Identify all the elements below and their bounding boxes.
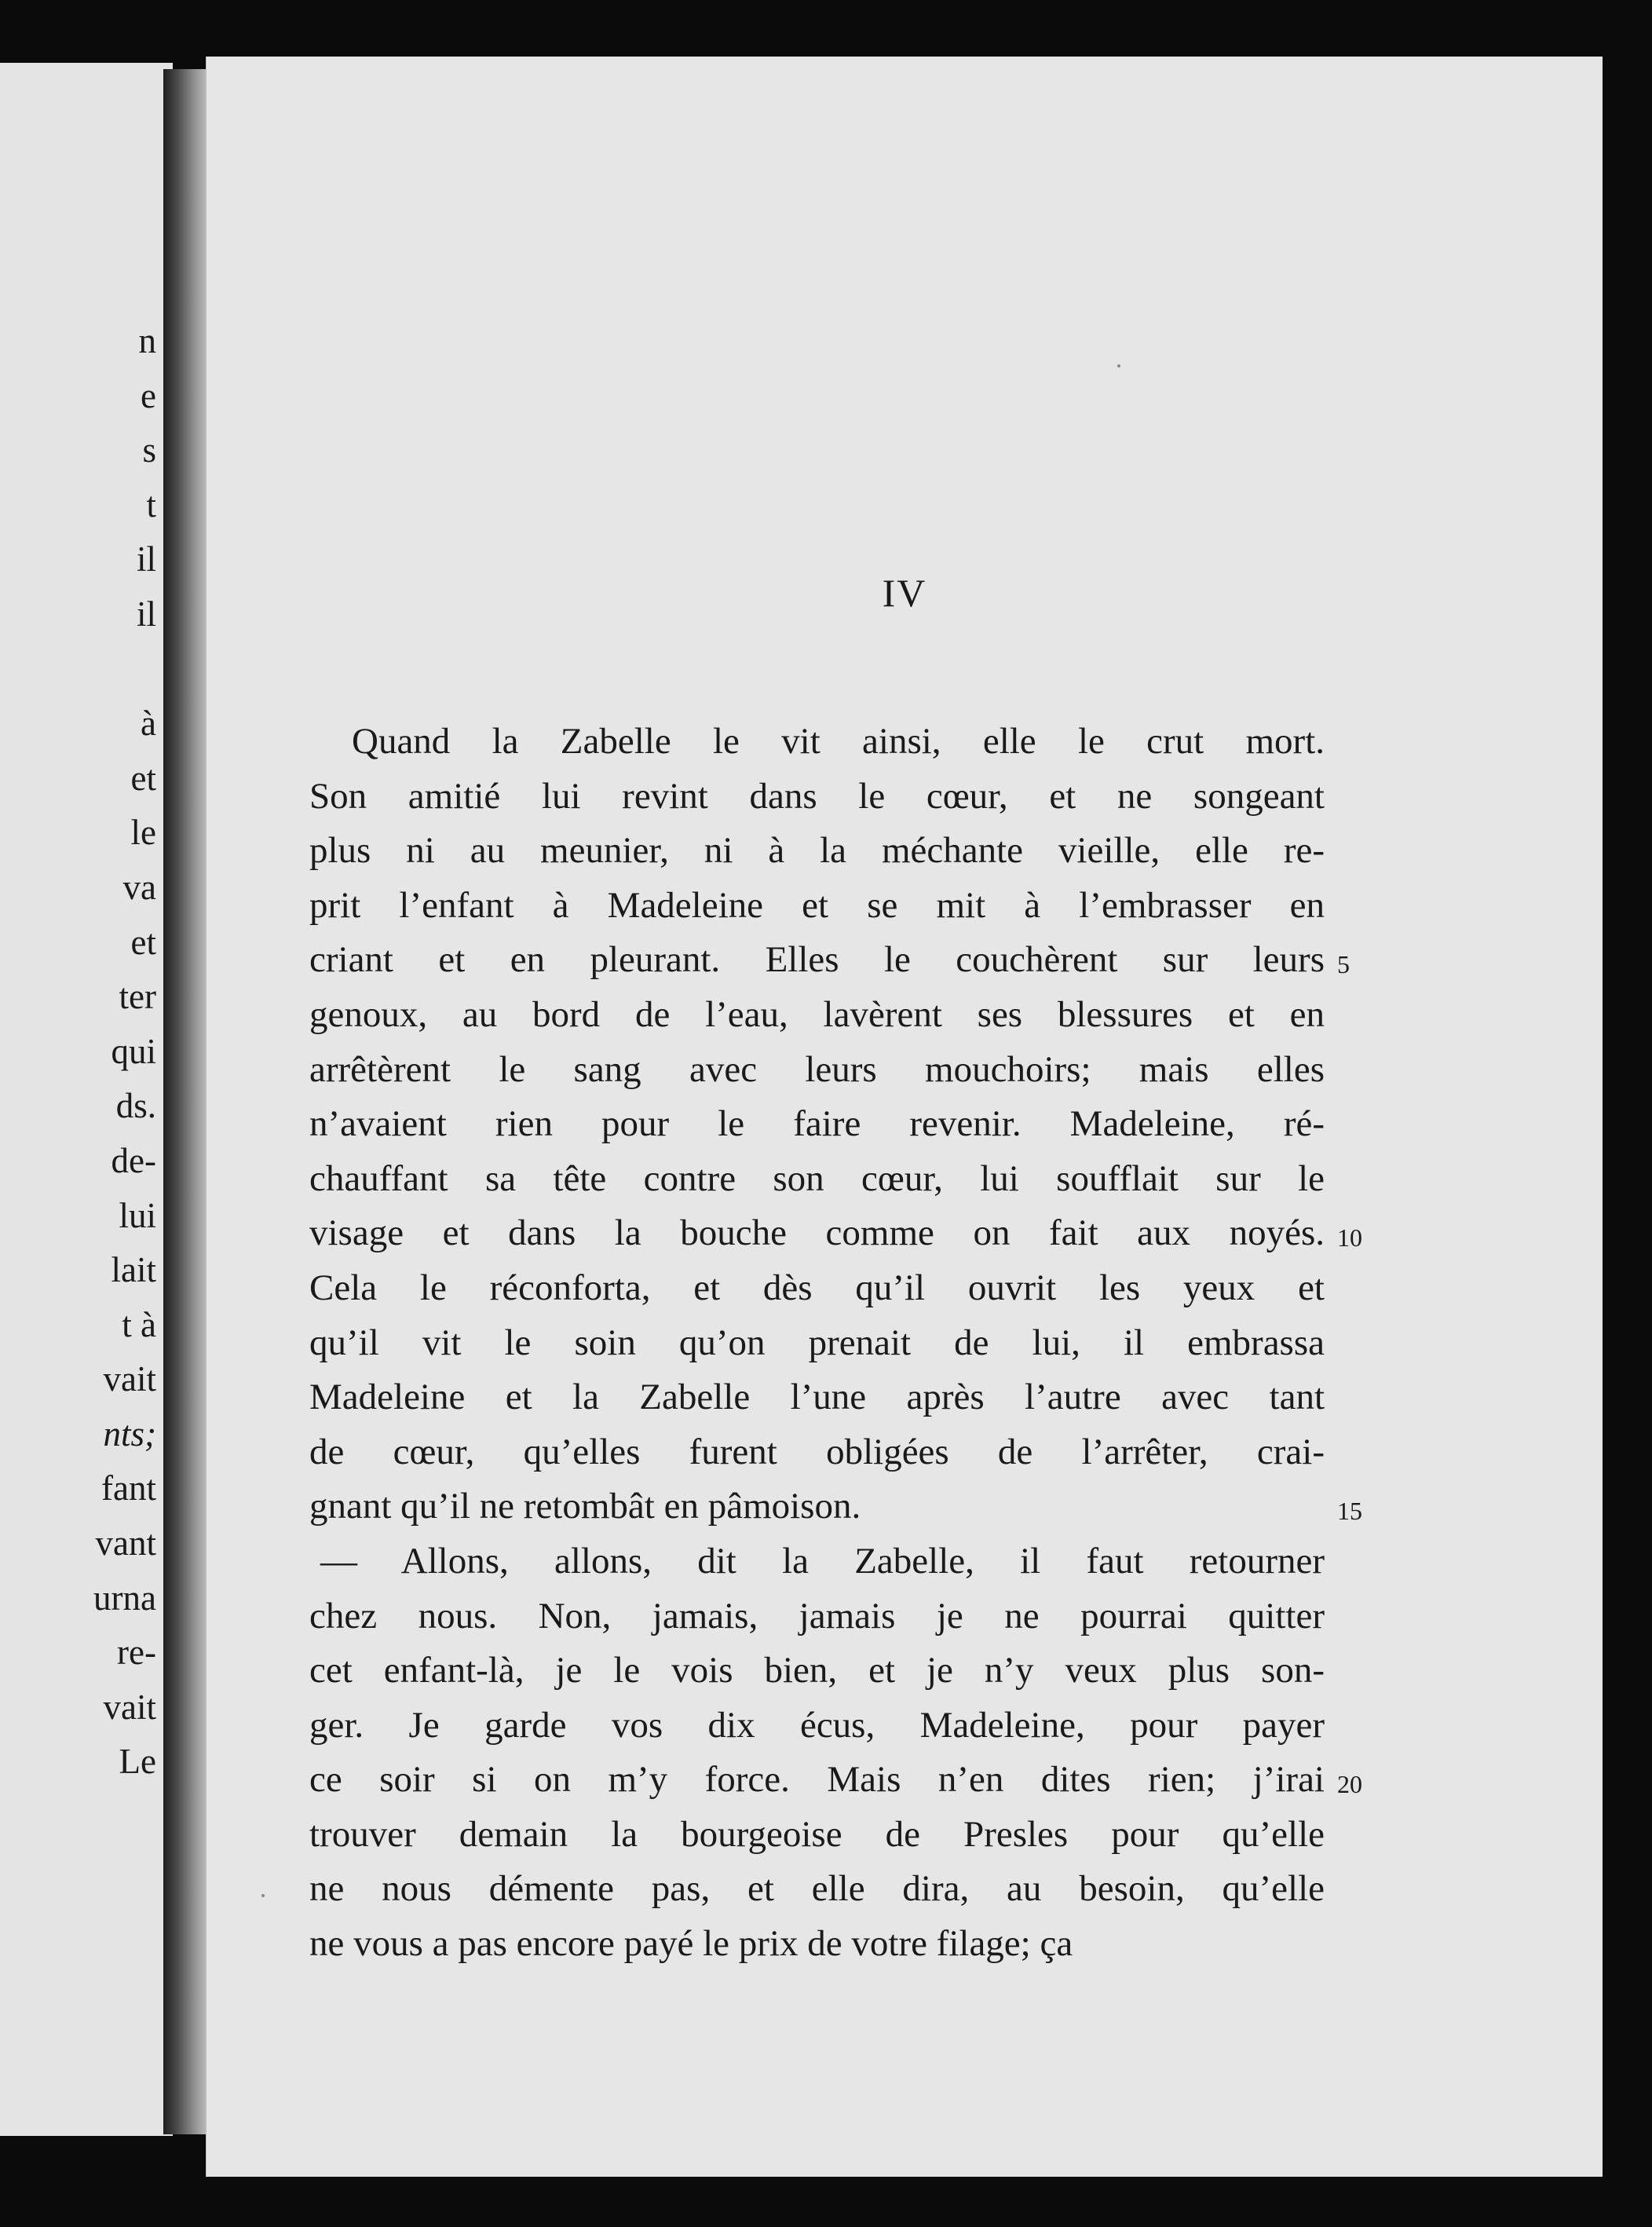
- paper-speck: [1117, 364, 1120, 368]
- previous-page-fragment: [0, 63, 173, 2136]
- previous-page-line: e: [141, 375, 156, 415]
- previous-page-line: Le: [119, 1742, 156, 1782]
- previous-page-line: re-: [117, 1633, 156, 1673]
- text-line: cet enfant-là, je le vois bien, et je n’y veux plus son-: [309, 1650, 1325, 1691]
- text-line: ger. Je garde vos dix écus, Madeleine, pour payer: [309, 1704, 1325, 1746]
- previous-page-line-endings: [0, 314, 156, 1790]
- text-line: genoux, au bord de l’eau, lavèrent ses blessures et en: [309, 993, 1325, 1035]
- previous-page-line: vait: [103, 1687, 156, 1727]
- text-line: arrêtèrent le sang avec leurs mouchoirs; mais elles: [309, 1048, 1325, 1090]
- line-number: 10: [1337, 1223, 1362, 1252]
- text-line: prit l’enfant à Madeleine et se mit à l’embrasser en: [309, 884, 1325, 926]
- previous-page-line: vait: [103, 1359, 156, 1399]
- previous-page-line: s: [142, 430, 156, 470]
- line-number: 20: [1337, 1770, 1362, 1799]
- previous-page-line: à: [141, 704, 156, 744]
- line-number: 5: [1337, 950, 1350, 979]
- paper-speck: [261, 1894, 265, 1897]
- page-body-text: [309, 715, 1325, 1972]
- text-line: Madeleine et la Zabelle l’une après l’autre avec tant: [309, 1377, 1325, 1418]
- text-line: chauffant sa tête contre son cœur, lui soufflait sur le: [309, 1157, 1325, 1199]
- text-line: criant et en pleurant. Elles le couchèrent sur leurs: [309, 939, 1325, 981]
- previous-page-line: et: [130, 922, 156, 962]
- text-line: gnant qu’il ne retombât en pâmoison.: [309, 1486, 861, 1527]
- text-line: plus ni au meunier, ni à la méchante vieille, elle re-: [309, 830, 1325, 872]
- previous-page-line: [0, 642, 156, 697]
- previous-page-line: t: [146, 485, 156, 525]
- previous-page-line: il: [136, 594, 156, 634]
- text-line: n’avaient rien pour le faire revenir. Madeleine, ré-: [309, 1103, 1325, 1145]
- previous-page-line: il: [136, 539, 156, 580]
- line-number: 15: [1337, 1497, 1362, 1526]
- text-line: Quand la Zabelle le vit ainsi, elle le crut mort.: [352, 721, 1325, 762]
- previous-page-line: n: [138, 321, 156, 360]
- text-line: visage et dans la bouche comme on fait aux noyés.: [309, 1212, 1325, 1254]
- text-line: Son amitié lui revint dans le cœur, et ne songeant: [309, 775, 1325, 817]
- previous-page-line: de-: [111, 1140, 156, 1180]
- text-line: ne vous a pas encore payé le prix de votre filage; ça: [309, 1923, 1073, 1965]
- previous-page-line: va: [122, 867, 156, 907]
- text-line: trouver demain la bourgeoise de Presles pour qu’elle: [309, 1813, 1325, 1855]
- previous-page-line: lait: [111, 1250, 156, 1290]
- previous-page-line: lui: [119, 1195, 156, 1235]
- previous-page-line: qui: [111, 1031, 156, 1071]
- text-line: qu’il vit le soin qu’on prenait de lui, il embrassa: [309, 1322, 1325, 1363]
- previous-page-line: le: [130, 813, 156, 853]
- previous-page-line: t à: [122, 1304, 156, 1344]
- text-line: Cela le réconforta, et dès qu’il ouvrit les yeux et: [309, 1267, 1325, 1308]
- previous-page-line: urna: [93, 1578, 156, 1618]
- current-page: [206, 57, 1603, 2177]
- previous-page-line: fant: [101, 1468, 156, 1508]
- text-line: ne nous démente pas, et elle dira, au besoin, qu’elle: [309, 1868, 1325, 1910]
- previous-page-line: ds.: [115, 1086, 156, 1126]
- previous-page-line: nts;: [103, 1413, 156, 1454]
- text-line: chez nous. Non, jamais, jamais je ne pourrai quitter: [309, 1595, 1325, 1636]
- previous-page-line: vant: [95, 1523, 156, 1563]
- text-line: — Allons, allons, dit la Zabelle, il faut retourner: [320, 1540, 1325, 1582]
- previous-page-line: ter: [119, 977, 156, 1017]
- text-line: de cœur, qu’elles furent obligées de l’arrêter, crai-: [309, 1431, 1325, 1472]
- text-line: ce soir si on m’y force. Mais n’en dites rien; j’irai: [309, 1759, 1325, 1801]
- chapter-heading: IV: [882, 571, 927, 615]
- previous-page-line: et: [130, 758, 156, 798]
